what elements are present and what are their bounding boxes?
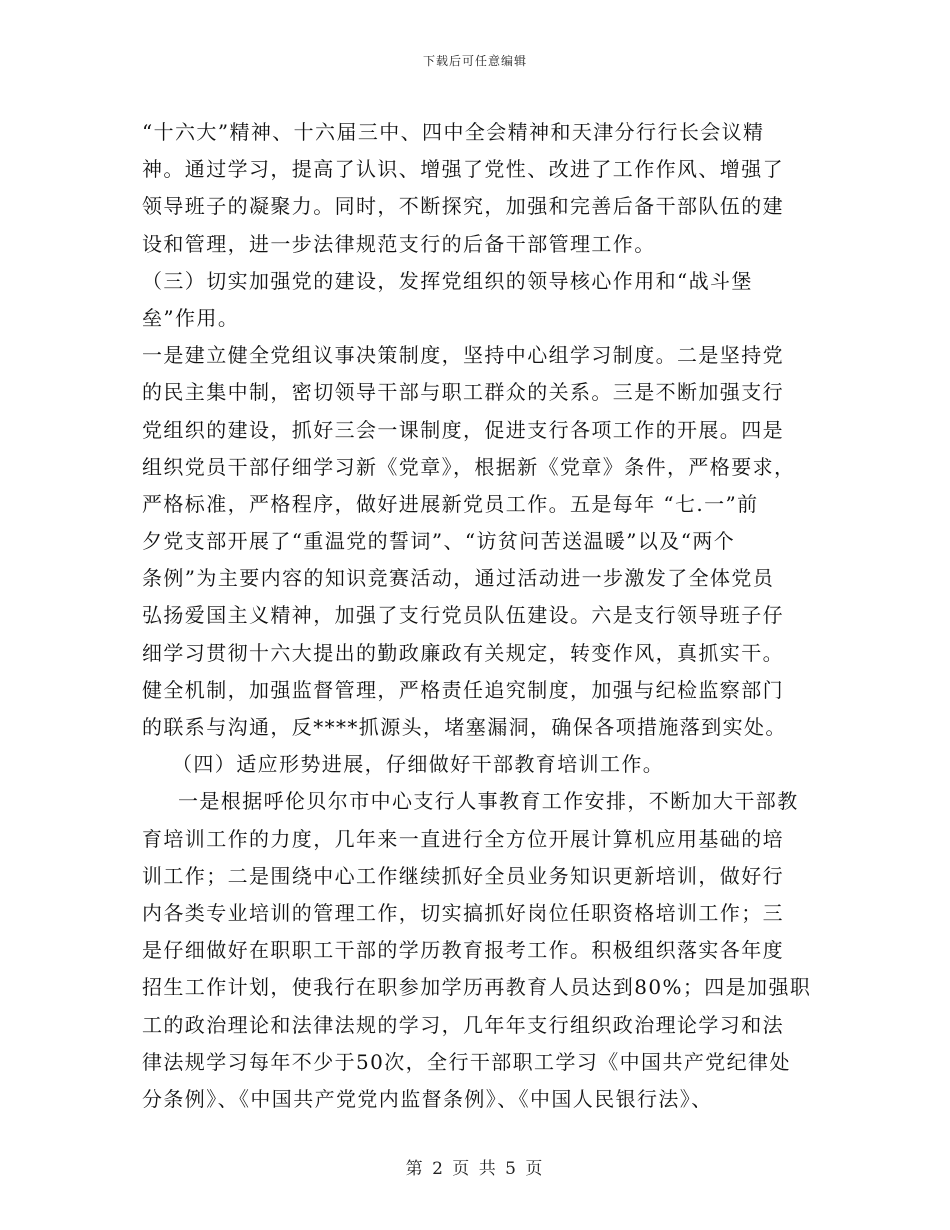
text-line: 党组织的建设，抓好三会一课制度，促进支行各项工作的开展。四是 [142,417,784,442]
text-line: 是仔细做好在职职工干部的学历教育报考工作。积极组织落实各年度 [142,938,784,963]
text-line: 组织党员干部仔细学习新《党章》，根据新《党章》条件，严格要求， [142,454,796,479]
text-line: 夕党支部开展了“重温党的誓词”、“访贫问苦送温暖”以及“两个 [142,529,736,554]
text-line: 内各类专业培训的管理工作，切实搞抓好岗位任职资格培训工作；三 [142,900,784,925]
text-line: 健全机制，加强监督管理，严格责任追究制度，加强与纪检监察部门 [142,677,784,702]
heading-line: （四）适应形势进展，仔细做好干部教育培训工作。 [172,752,665,777]
paragraph-study-continued [142,114,814,263]
text-line: 一是根据呼伦贝尔市中心支行人事教育工作安排，不断加大干部教 [178,789,799,814]
text-line: 律法规学习每年不少于50次，全行干部职工学习《中国共产党纪律处 [142,1049,791,1074]
text-line: 严格标准，严格程序，做好进展新党员工作。五是每年 “七.一”前 [142,491,759,516]
page-number-footer: 第 2 页 共 5 页 [405,1159,545,1179]
text-line: 分条例》、《中国共产党党内监督条例》、《中国人民银行法》、 [142,1086,713,1111]
text-line: 育培训工作的力度，几年来一直进行全方位开展计算机应用基础的培 [142,826,784,851]
text-line: 工的政治理论和法律法规的学习，几年年支行组织政治理论学习和法 [142,1012,784,1037]
text-line: 招生工作计划，使我行在职参加学历再教育人员达到80%；四是加强职 [142,975,812,1000]
text-line: 弘扬爱国主义精神，加强了支行党员队伍建设。六是支行领导班子仔 [142,603,784,628]
document-body [142,114,814,1118]
section-heading-4 [142,746,814,783]
page-header: 下载后可任意编辑 [422,54,527,68]
text-line: 一是建立健全党组议事决策制度，坚持中心组学习制度。二是坚持党 [142,343,784,368]
section-heading-3 [142,263,814,337]
text-line: 训工作；二是围绕中心工作继续抓好全员业务知识更新培训，做好行 [142,863,784,888]
text-line: 领导班子的凝聚力。同时，不断探究，加强和完善后备干部队伍的建 [142,194,784,219]
paragraph-training [142,783,814,1118]
heading-line: （三）切实加强党的建设，发挥党组织的领导核心作用和“战斗堡 [142,268,753,293]
text-line: 条例”为主要内容的知识竞赛活动，通过活动进一步激发了全体党员 [142,566,775,591]
text-line: 神。通过学习，提高了认识、增强了党性、改进了工作作风、增强了 [142,157,784,182]
text-line: 细学习贯彻十六大提出的勤政廉政有关规定，转变作风，真抓实干。 [142,640,784,665]
text-line: “十六大”精神、十六届三中、四中全会精神和天津分行行长会议精 [142,120,765,144]
text-line: 的民主集中制，密切领导干部与职工群众的关系。三是不断加强支行 [142,380,784,405]
text-line: 的联系与沟通，反****抓源头，堵塞漏洞，确保各项措施落到实处。 [142,715,787,739]
paragraph-party-building [142,337,814,746]
text-line: 设和管理，进一步法律规范支行的后备干部管理工作。 [142,231,656,256]
heading-line: 垒”作用。 [142,305,240,330]
